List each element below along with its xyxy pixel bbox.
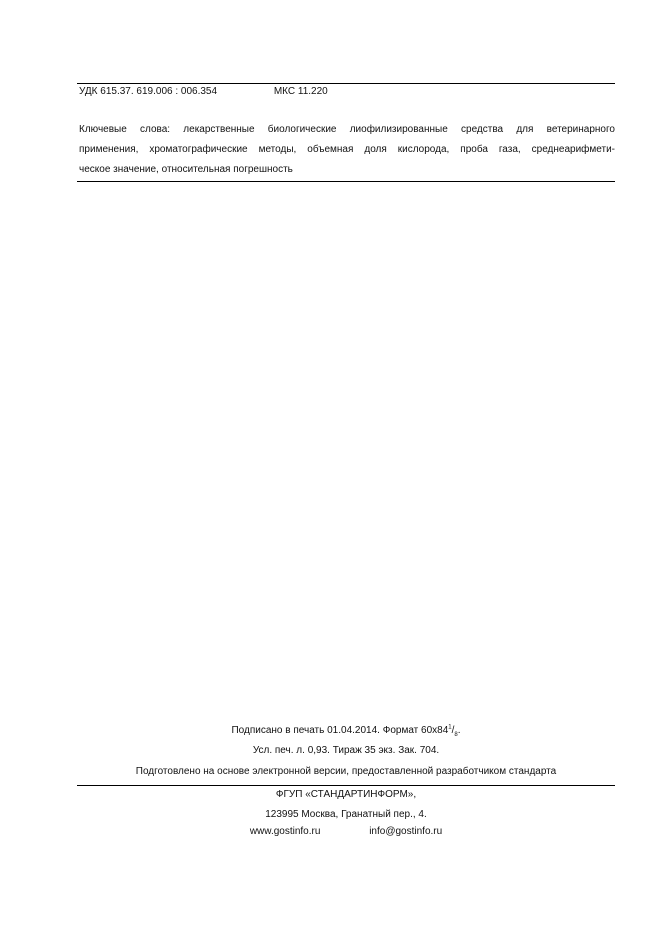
publisher-name: ФГУП «СТАНДАРТИНФОРМ», <box>275 789 417 800</box>
email-link[interactable]: info@gostinfo.ru <box>369 826 443 837</box>
signed-for-print <box>77 725 615 736</box>
format-sub: 8 <box>454 732 458 738</box>
format-sup: 1 <box>448 724 452 731</box>
mks-code: МКС 11.220 <box>273 86 328 97</box>
website-link[interactable]: www.gostinfo.ru <box>249 826 321 837</box>
keywords-line-1: Ключевые слова: лекарственные биологические лиофилизированные средства для ветеринарного <box>79 124 615 135</box>
keywords-divider <box>77 181 615 182</box>
signed-suffix: . <box>457 725 461 736</box>
classification-line <box>79 86 328 97</box>
publisher-contacts <box>77 826 615 837</box>
publisher-address: 123995 Москва, Гранатный пер., 4. <box>265 809 427 820</box>
udk-code: УДК 615.37. 619.006 : 006.354 <box>79 86 218 97</box>
keywords-line-2: применения, хроматографические методы, объемная доля кислорода, проба газа, среднеарифмети- <box>79 144 615 155</box>
print-info: Усл. печ. л. 0,93. Тираж 35 экз. Зак. 704. <box>252 745 440 756</box>
publisher-divider <box>77 785 615 786</box>
top-divider <box>77 83 615 84</box>
signed-text: Подписано в печать 01.04.2014. Формат 60x84 <box>231 725 449 736</box>
prepared-note: Подготовлено на основе электронной версии, предоставленной разработчиком стандарта <box>135 766 557 777</box>
keywords-line-3: ческое значение, относительная погрешность <box>79 164 293 175</box>
keywords-block <box>79 120 615 180</box>
format-slash: / <box>451 725 455 736</box>
